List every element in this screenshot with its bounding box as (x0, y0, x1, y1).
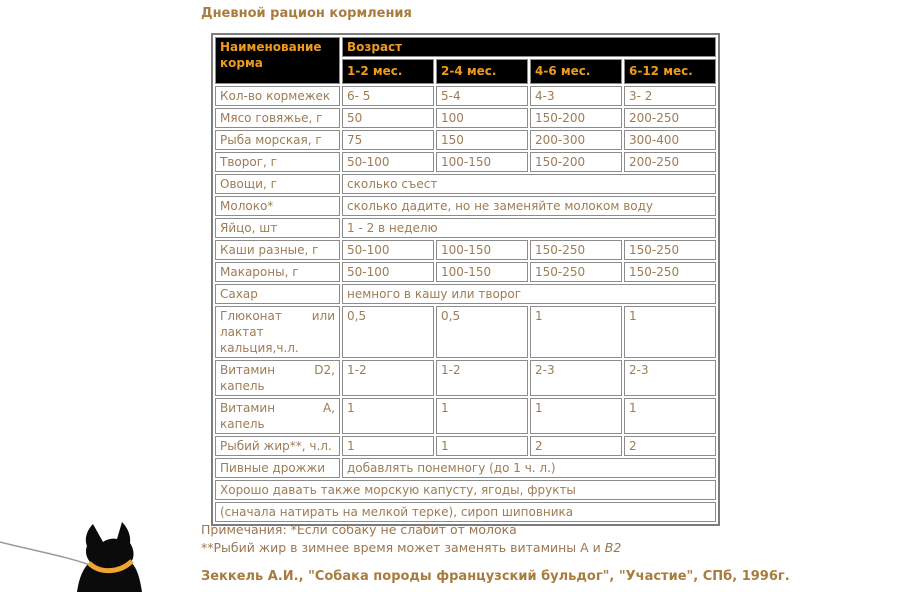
food-name-cell: Витамин А, капель (215, 398, 340, 434)
header-cell-age-6-12: 6-12 мес. (624, 59, 716, 84)
value-cell: 300-400 (624, 130, 716, 150)
value-cell: 0,5 (342, 306, 434, 358)
food-name-cell (215, 360, 340, 396)
value-cell: 100-150 (436, 152, 528, 172)
table-row (215, 108, 716, 128)
value-cell: 5-4 (436, 86, 528, 106)
note-line-2-vitamin: В2 (604, 540, 622, 555)
table-row (215, 218, 716, 238)
notes-block (201, 521, 621, 557)
spanning-value-cell: сколько дадите, но не заменяйте молоком воду (342, 196, 716, 216)
table-row (215, 152, 716, 172)
value-cell: 50-100 (342, 152, 434, 172)
value-cell: 1 (342, 398, 434, 434)
food-name-cell: Макароны, г (215, 262, 340, 282)
value-cell: 4-3 (530, 86, 622, 106)
food-name-line (220, 308, 335, 324)
french-bulldog-silhouette-image (0, 515, 150, 592)
note-line-2-text: **Рыбий жир в зимнее время может заменять витамины А и (201, 540, 605, 555)
table-row (215, 480, 716, 500)
table-row (215, 398, 716, 434)
value-cell: 150-250 (624, 262, 716, 282)
header-cell-age-2-4: 2-4 мес. (436, 59, 528, 84)
value-cell: 200-250 (624, 108, 716, 128)
food-name-cell: Молоко* (215, 196, 340, 216)
value-cell: 3- 2 (624, 86, 716, 106)
value-cell: 1 (436, 398, 528, 434)
table-row (215, 240, 716, 260)
food-name-cell: Кол-во кормежек (215, 86, 340, 106)
value-cell: 0,5 (436, 306, 528, 358)
food-name-token: кальция,ч.л. (220, 341, 299, 355)
header-cell-food-name: Наименование корма (215, 37, 340, 84)
value-cell: 150 (436, 130, 528, 150)
table-row (215, 196, 716, 216)
header-cell-age-1-2: 1-2 мес. (342, 59, 434, 84)
feeding-ration-table (211, 33, 720, 526)
value-cell: 150-250 (530, 240, 622, 260)
value-cell: 150-250 (624, 240, 716, 260)
header-cell-age: Возраст (342, 37, 716, 57)
table-row (215, 174, 716, 194)
value-cell: 75 (342, 130, 434, 150)
value-cell: 100 (436, 108, 528, 128)
food-name-token: капель (220, 379, 265, 393)
value-cell: 2 (624, 436, 716, 456)
ration-table-body (215, 86, 716, 522)
value-cell: 1 (436, 436, 528, 456)
table-row (215, 86, 716, 106)
table-row (215, 436, 716, 456)
value-cell: 1 (624, 398, 716, 434)
value-cell: 100-150 (436, 240, 528, 260)
header-row-age (215, 37, 716, 57)
food-name-line (220, 340, 335, 356)
spanning-value-cell: добавлять понемногу (до 1 ч. л.) (342, 458, 716, 478)
food-name-cell: Мясо говяжье, г (215, 108, 340, 128)
food-name-cell: Пивные дрожжи (215, 458, 340, 478)
spanning-value-cell: немного в кашу или творог (342, 284, 716, 304)
value-cell: 50-100 (342, 240, 434, 260)
food-name-line (220, 378, 335, 394)
value-cell: 150-250 (530, 262, 622, 282)
value-cell: 6- 5 (342, 86, 434, 106)
value-cell: 1 (342, 436, 434, 456)
food-name-cell: Рыба морская, г (215, 130, 340, 150)
value-cell: 50-100 (342, 262, 434, 282)
value-cell: 2-3 (624, 360, 716, 396)
food-name-cell: Рыбий жир**, ч.л. (215, 436, 340, 456)
food-name-line (220, 362, 335, 378)
value-cell: 1 (624, 306, 716, 358)
value-cell: 200-300 (530, 130, 622, 150)
full-width-cell: (сначала натирать на мелкой терке), сироп шиповника (215, 502, 716, 522)
food-name-cell: Творог, г (215, 152, 340, 172)
value-cell: 1-2 (342, 360, 434, 396)
value-cell: 2-3 (530, 360, 622, 396)
food-name-token: или (311, 309, 335, 323)
table-header (215, 37, 716, 84)
spanning-value-cell: сколько съест (342, 174, 716, 194)
table-row (215, 458, 716, 478)
table-row (215, 284, 716, 304)
food-name-token: Глюконат (220, 309, 282, 323)
food-name-cell: Яйцо, шт (215, 218, 340, 238)
table-row (215, 306, 716, 358)
book-citation: Зеккель А.И., "Собака породы французский бульдог", "Участие", СПб, 1996г. (201, 569, 790, 584)
food-name-cell: Овощи, г (215, 174, 340, 194)
note-line-1: Примечания: *Если собаку не слабит от молока (201, 522, 517, 537)
spanning-value-cell: 1 - 2 в неделю (342, 218, 716, 238)
food-name-token: D2, (314, 363, 335, 377)
leash-line (0, 542, 90, 565)
food-name-line (220, 324, 335, 340)
full-width-cell: Хорошо давать также морскую капусту, ягоды, фрукты (215, 480, 716, 500)
food-name-cell (215, 306, 340, 358)
table-row (215, 130, 716, 150)
value-cell: 200-250 (624, 152, 716, 172)
value-cell: 150-200 (530, 152, 622, 172)
value-cell: 2 (530, 436, 622, 456)
table-row (215, 262, 716, 282)
value-cell: 1 (530, 398, 622, 434)
value-cell: 1 (530, 306, 622, 358)
food-name-token: Витамин (220, 363, 276, 377)
header-cell-age-4-6: 4-6 мес. (530, 59, 622, 84)
food-name-cell: Каши разные, г (215, 240, 340, 260)
value-cell: 1-2 (436, 360, 528, 396)
note-line-2 (201, 539, 621, 557)
food-name-cell: Сахар (215, 284, 340, 304)
value-cell: 150-200 (530, 108, 622, 128)
table-row (215, 360, 716, 396)
dog-body-silhouette (77, 522, 142, 592)
page-title: Дневной рацион кормления (201, 6, 412, 21)
value-cell: 50 (342, 108, 434, 128)
table-row (215, 502, 716, 522)
value-cell: 100-150 (436, 262, 528, 282)
food-name-token: лактат (220, 325, 264, 339)
